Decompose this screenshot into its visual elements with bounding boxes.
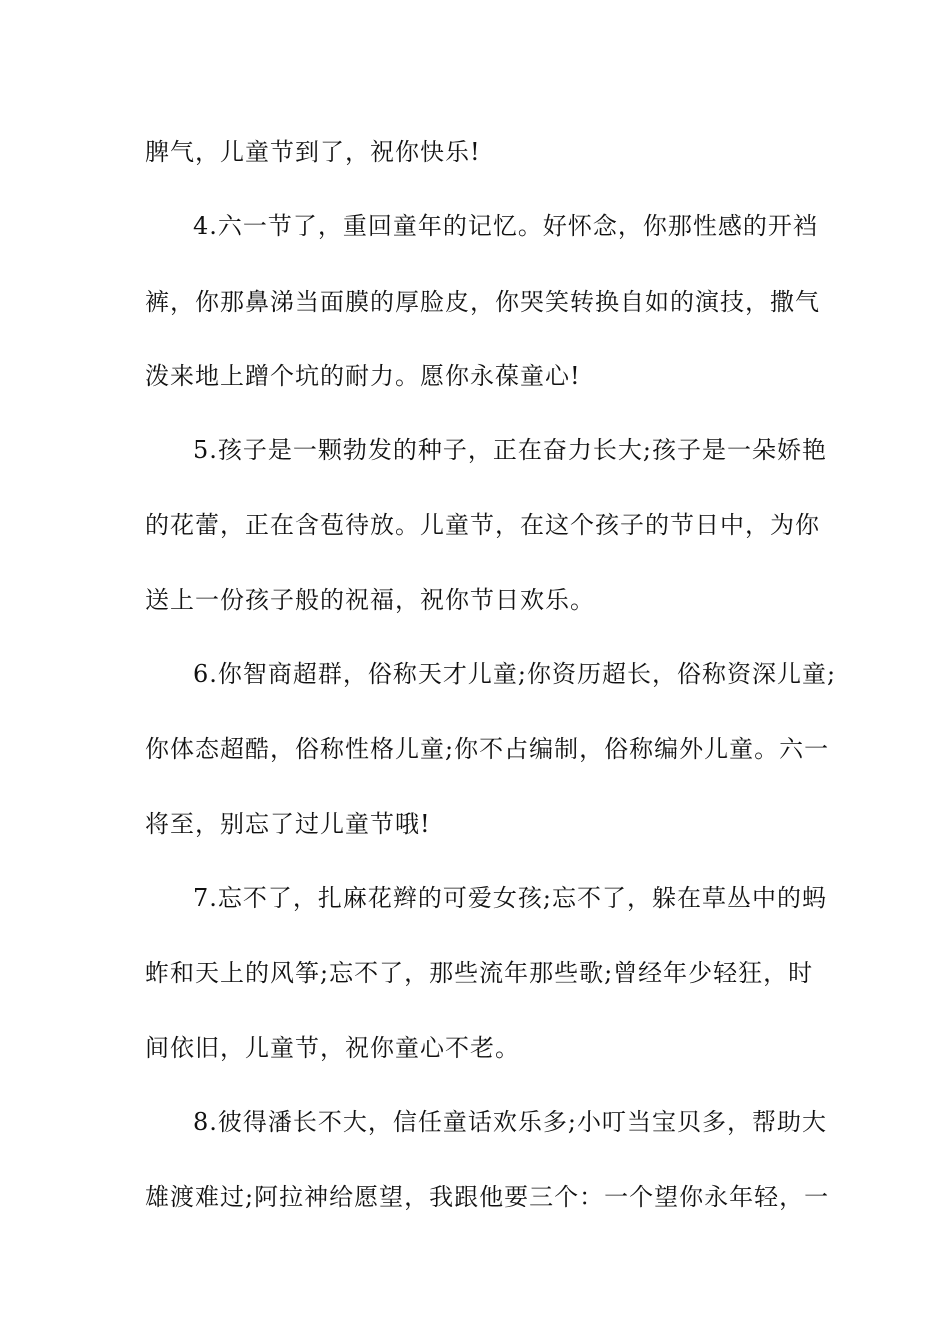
paragraph-8-line-1: 8.彼得潘长不大，信任童话欢乐多;小叮当宝贝多，帮助大 — [193, 1108, 827, 1136]
text-line: 脾气，儿童节到了，祝你快乐! — [145, 138, 481, 166]
text-line: 将至，别忘了过儿童节哦! — [145, 810, 431, 838]
text-line: 雄渡难过;阿拉神给愿望，我跟他要三个：一个望你永年轻，一 — [145, 1183, 830, 1211]
text-line: 裤，你那鼻涕当面膜的厚脸皮，你哭笑转换自如的演技，撒气 — [145, 288, 820, 316]
paragraph-4-line-1: 4.六一节了，重回童年的记忆。好怀念，你那性感的开裆 — [193, 212, 818, 240]
paragraph-6-line-1: 6.你智商超群，俗称天才儿童;你资历超长，俗称资深儿童; — [193, 660, 837, 688]
text-line: 蚱和天上的风筝;忘不了，那些流年那些歌;曾经年少轻狂，时 — [145, 959, 814, 987]
text-line: 送上一份孩子般的祝福，祝你节日欢乐。 — [145, 586, 595, 614]
paragraph-7-line-1: 7.忘不了，扎麻花辫的可爱女孩;忘不了，躲在草丛中的蚂 — [193, 884, 827, 912]
text-line: 间依旧，儿童节，祝你童心不老。 — [145, 1034, 520, 1062]
text-line: 泼来地上蹭个坑的耐力。愿你永葆童心! — [145, 362, 581, 390]
text-line: 你体态超酷，俗称性格儿童;你不占编制，俗称编外儿童。六一 — [145, 735, 830, 763]
text-line: 的花蕾，正在含苞待放。儿童节，在这个孩子的节日中，为你 — [145, 511, 820, 539]
paragraph-5-line-1: 5.孩子是一颗勃发的种子，正在奋力长大;孩子是一朵娇艳 — [193, 436, 827, 464]
